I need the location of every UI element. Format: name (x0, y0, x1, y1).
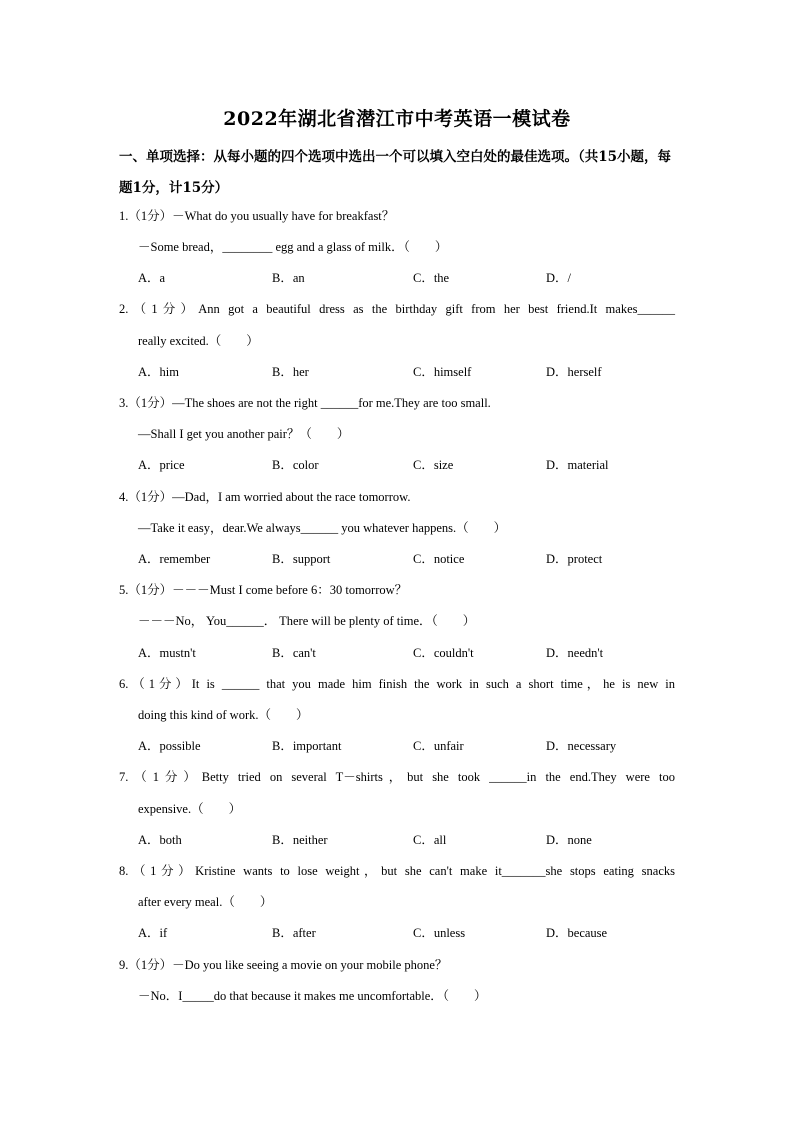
question-9-stem-cont: －No．I_____do that because it makes me uncomfortable．（ ） (138, 989, 487, 1003)
question-1-option-d: D．/ (546, 271, 572, 285)
question-7-option-c: C．all (413, 833, 447, 847)
question-5-option-d: D．needn't (546, 646, 604, 660)
question-6-option-d: D．necessary (546, 739, 617, 753)
question-8-stem-cont: after every meal.（ ） (138, 895, 273, 909)
question-7-option-a: A．both (138, 833, 182, 847)
question-8-stem: 8.（1分）Kristine wants to lose weight，but she can't make it_______she stops eating snacks (119, 864, 675, 878)
question-5-option-b: B．can't (272, 646, 316, 660)
question-4-option-b: B．support (272, 552, 331, 566)
question-3-stem-cont: —Shall I get you another pair？（ ） (138, 427, 350, 441)
question-4-option-c: C．notice (413, 552, 465, 566)
question-6-option-a: A．possible (138, 739, 201, 753)
question-7-option-b: B．neither (272, 833, 328, 847)
question-4-option-d: D．protect (546, 552, 603, 566)
question-2-stem-cont: really excited.（ ） (138, 334, 259, 348)
question-1-option-c: C．the (413, 271, 450, 285)
question-2-stem: 2.（1分）Ann got a beautiful dress as the birthday gift from her best friend.It makes______ (119, 302, 675, 316)
question-2-option-a: A．him (138, 365, 179, 379)
question-3-stem: 3.（1分）—The shoes are not the right ______for me.They are too small. (119, 396, 491, 410)
question-5-stem-cont: －－－No， You______． There will be plenty of time．（ ） (138, 614, 476, 628)
section-heading: 一、单项选择：从每小题的四个选项中选出一个可以填入空白处的最佳选项。（共15小题，每题1分，计15分） (119, 149, 672, 196)
question-4-stem: 4.（1分）—Dad，I am worried about the race tomorrow. (119, 490, 411, 504)
question-8-option-a: A．if (138, 926, 168, 940)
question-2-option-b: B．her (272, 365, 309, 379)
question-5-option-a: A．mustn't (138, 646, 196, 660)
question-1-stem-cont: －Some bread，________ egg and a glass of milk．（ ） (138, 240, 448, 254)
question-2-option-d: D．herself (546, 365, 602, 379)
question-7-stem: 7.（1分）Betty tried on several T－shirts，but she took ______in the end.They were too (119, 770, 675, 784)
question-6-stem-cont: doing this kind of work.（ ） (138, 708, 309, 722)
question-7-stem-cont: expensive.（ ） (138, 802, 242, 816)
question-7-option-d: D．none (546, 833, 592, 847)
question-8-option-b: B．after (272, 926, 316, 940)
question-6-option-b: B．important (272, 739, 342, 753)
question-1-option-a: A．a (138, 271, 166, 285)
question-1-option-b: B．an (272, 271, 305, 285)
question-9-stem: 9.（1分）－Do you like seeing a movie on your mobile phone？ (119, 958, 448, 972)
question-6-stem: 6.（1分）It is ______ that you made him finish the work in such a short time，he is new in (119, 677, 675, 691)
question-2-option-c: C．himself (413, 365, 472, 379)
question-8-option-c: C．unless (413, 926, 466, 940)
page-title: 2022年湖北省潜江市中考英语一模试卷 (223, 108, 571, 130)
question-4-stem-cont: —Take it easy，dear.We always______ you whatever happens.（ ） (138, 521, 507, 535)
question-1-stem: 1.（1分）－What do you usually have for breakfast？ (119, 209, 395, 223)
question-4-option-a: A．remember (138, 552, 211, 566)
question-5-stem: 5.（1分）－－－Must I come before 6：30 tomorrow？ (119, 583, 408, 597)
question-3-option-b: B．color (272, 458, 319, 472)
question-3-option-c: C．size (413, 458, 454, 472)
question-3-option-a: A．price (138, 458, 185, 472)
question-3-option-d: D．material (546, 458, 609, 472)
question-6-option-c: C．unfair (413, 739, 464, 753)
question-5-option-c: C．couldn't (413, 646, 474, 660)
question-8-option-d: D．because (546, 926, 608, 940)
